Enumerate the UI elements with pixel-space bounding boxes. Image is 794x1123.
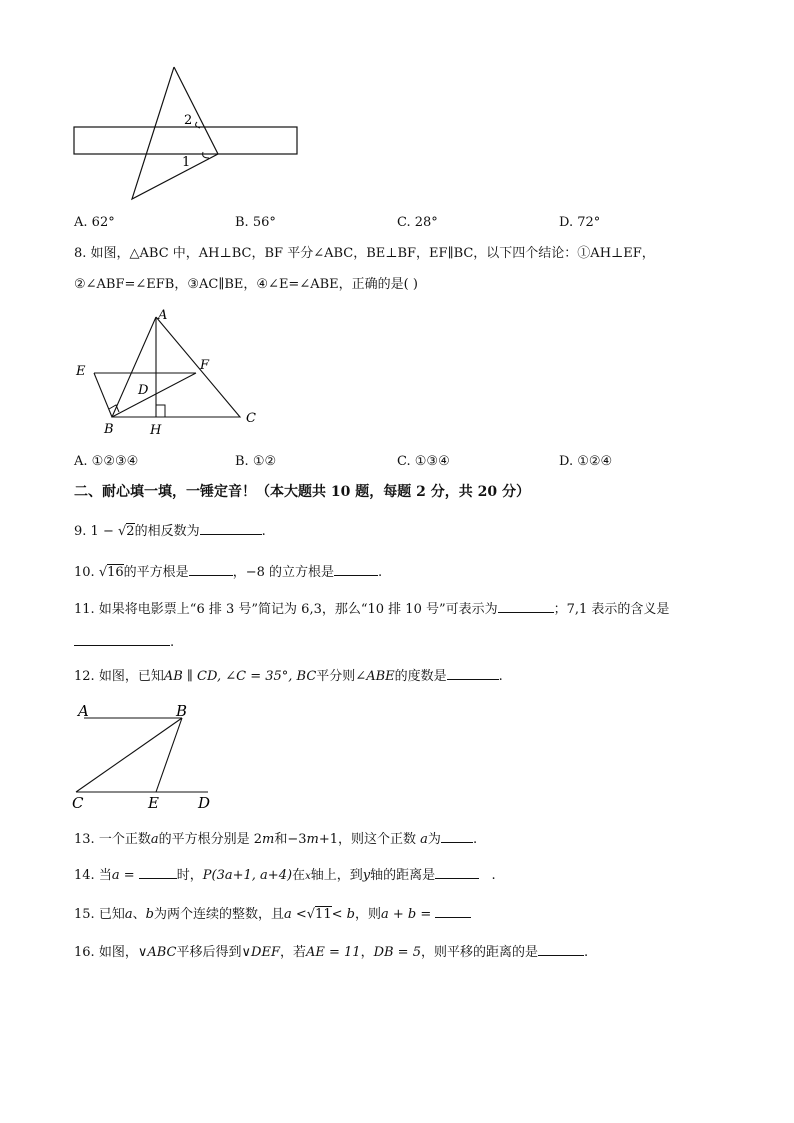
q7-option-c[interactable]: C. 28° [397,215,438,230]
q11-line2: . [74,633,174,651]
q8-option-c[interactable]: C. ①③④ [397,454,450,469]
q12-label-a: A [78,702,89,720]
q10-line: 10. √16的平方根是 ，−8 的立方根是 . [74,565,383,580]
q7-label-1: 1 [182,155,191,170]
q14-blank-2[interactable] [435,866,479,879]
q12-line-be [156,718,182,792]
q7-triangle [132,67,218,199]
q15-blank[interactable] [435,905,471,918]
q11-blank-2[interactable] [74,633,170,646]
q8-option-a[interactable]: A. ①②③④ [74,454,139,469]
q8-label-f: F [200,358,210,373]
q9-expr: 1 − √2 [90,524,135,539]
q8-right-angle-b [109,405,119,412]
q9-line: 9. 1 − √2的相反数为 . [74,524,266,539]
q14-line: 14. 当a = 时，P(3a+1, a+4)在x轴上，到y轴的距离是 . [74,868,496,883]
q12-label-c: C [72,794,84,812]
sqrt-symbol: √ [306,907,316,922]
q16-blank[interactable] [538,943,584,956]
q16-line: 16. 如图，∨ABC平移后得到∨DEF，若AE = 11，DB = 5，则平移的距离的是 . [74,945,589,960]
q8-label-h: H [150,423,162,438]
q7-option-b[interactable]: B. 56° [235,215,276,230]
q8-label-c: C [246,411,256,426]
q11-blank-1[interactable] [498,600,554,613]
q12-line: 12. 如图，已知AB ∥ CD, ∠C = 35°, BC平分则∠ABE的度数是 . [74,669,503,684]
q7-label-2: 2 [184,113,193,128]
section2-title: 二、耐心填一填，一锤定音！（本大题共 10 题，每题 2 分，共 20 分） [74,484,530,500]
q8-line1: 8. 如图，△ABC 中，AH⊥BC，BF 平分∠ABC，BE⊥BF，EF∥BC，以下四个结论：①AH⊥EF， [74,246,655,261]
q12-line-bc [76,718,182,792]
q13-line: 13. 一个正数a的平方根分别是 2m和−3m+1，则这个正数 a为 . [74,832,478,847]
q12-blank[interactable] [447,667,499,680]
q8-label-e: E [76,364,86,379]
q12-label-d: D [198,794,211,812]
q8-line-bf [112,373,196,417]
q7-option-a[interactable]: A. 62° [74,215,115,230]
q8-option-d[interactable]: D. ①②④ [559,454,613,469]
q10-blank-1[interactable] [189,563,233,576]
q7-strip-rect [74,127,297,154]
q7-figure [70,62,310,204]
q8-line2: ②∠ABF=∠EFB，③AC∥BE，④∠E=∠ABE，正确的是( ) [74,277,418,292]
q11-line1: 11. 如果将电影票上“6 排 3 号”简记为 6,3，那么“10 排 10 号”可表示为 ；7,1 表示的含义是 [74,602,670,617]
q8-label-b: B [104,422,114,437]
q8-triangle-abc [112,317,240,417]
q8-figure [72,305,272,440]
q12-figure [70,700,230,812]
q14-blank-1[interactable] [139,866,177,879]
q9-blank[interactable] [200,522,262,535]
q7-option-d[interactable]: D. 72° [559,215,601,230]
q8-option-b[interactable]: B. ①② [235,454,277,469]
q8-label-a: A [158,308,168,323]
q8-right-angle-h [156,405,165,417]
q8-line-be [94,373,112,417]
q7-angle1-arc [203,152,209,158]
q10-blank-2[interactable] [334,563,378,576]
q8-label-d: D [138,383,149,398]
q12-label-e: E [148,794,159,812]
q13-blank[interactable] [441,830,473,843]
q15-line: 15. 已知a、b为两个连续的整数，且a <√11< b，则a + b = [74,905,471,923]
sqrt-symbol: √ [98,565,108,580]
sqrt-symbol: √ [117,524,127,539]
q12-label-b: B [176,702,188,720]
